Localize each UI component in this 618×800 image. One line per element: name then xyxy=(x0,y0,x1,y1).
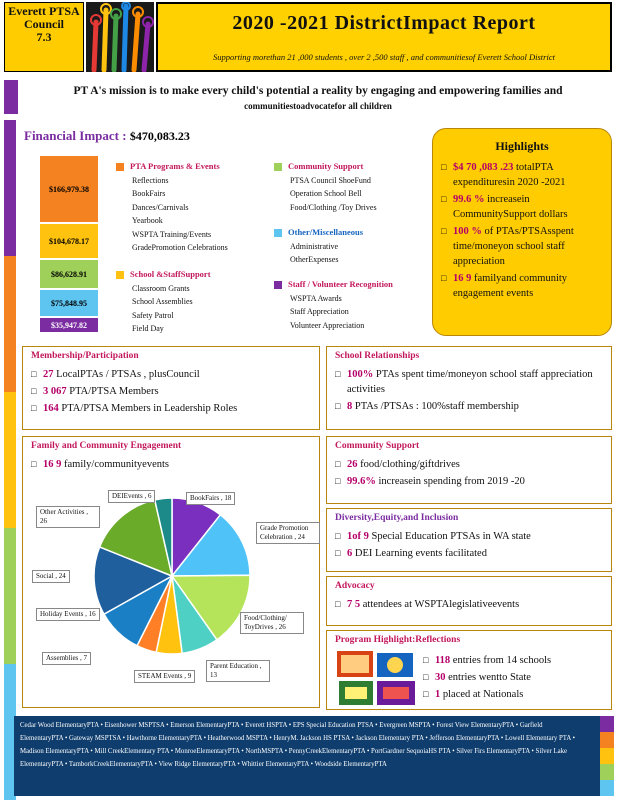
financial-impact-title: Financial Impact : $470,083.23 xyxy=(24,128,190,143)
membership-item: □ 27 LocalPTAs / PTSAs , plusCouncil xyxy=(31,367,311,382)
legend-title: PTA Programs & Events xyxy=(130,161,220,171)
square-icon xyxy=(274,229,282,237)
membership-item: □ 3 067 PTA/PTSA Members xyxy=(31,384,311,399)
legend-item: Staff Appreciation xyxy=(290,307,349,316)
pie-label: Grade Promotion Celebration , 24 xyxy=(256,522,320,544)
legend-school-staff xyxy=(116,268,276,336)
legend-item: Operation School Bell xyxy=(290,189,362,198)
reflections-artwork-image xyxy=(337,651,417,707)
report-header xyxy=(156,2,612,72)
square-icon xyxy=(116,163,124,171)
council-line1: Everett PTSA xyxy=(8,4,80,18)
family-title: Family and Community Engagement xyxy=(31,441,182,451)
report-subtitle: Supporting morethan 21 ,000 students , over 2 ,500 staff , and communitiesof Everett School District xyxy=(213,52,555,62)
council-line3: 7.3 xyxy=(36,30,52,44)
legend-title: Other/Miscellaneous xyxy=(288,227,364,237)
council-badge xyxy=(4,2,84,72)
legend-title: Community Support xyxy=(288,161,364,171)
legend-item: PTSA Council ShoeFund xyxy=(290,175,371,185)
financial-amount: $470,083.23 xyxy=(129,129,190,143)
financial-bar: $104,678.17 xyxy=(40,224,98,258)
pie-label: Parent Education , 13 xyxy=(206,660,270,682)
financial-bar: $35,947.82 xyxy=(40,318,98,332)
square-icon xyxy=(274,281,282,289)
membership-item: □ 164 PTA/PTSA Members in Leadership Roles xyxy=(31,401,311,416)
advocacy-item: □ 7 5 attendees at WSPTAlegislativeevents xyxy=(335,597,603,612)
diversity-item: □ 6 DEI Learning events facilitated xyxy=(335,546,603,561)
diversity-title: Diversity,Equity,and Inclusion xyxy=(335,513,459,523)
legend-title: School &StaffSupport xyxy=(130,269,211,279)
legend-item: WSPTA Training/Events xyxy=(132,229,212,239)
legend-item: School Assemblies xyxy=(132,297,193,306)
square-icon xyxy=(116,271,124,279)
legend-item: Yearbook xyxy=(132,216,163,225)
advocacy-panel xyxy=(326,576,612,626)
highlight-item: □ 16 9 familyand community engagement events xyxy=(441,271,603,301)
school-relationships-panel xyxy=(326,346,612,430)
legend-item: OtherExpenses xyxy=(290,255,339,264)
color-strip xyxy=(4,120,16,800)
legend-item: Dances/Carnivals xyxy=(132,202,189,212)
program-item: □ 30 entries wentto State xyxy=(423,670,609,685)
legend-item: GradePromotion Celebrations xyxy=(132,243,228,252)
pie-label: BookFairs , 18 xyxy=(186,492,235,505)
report-title: 2020 -2021 DistrictImpact Report xyxy=(232,12,536,34)
pie-label: DEIEvents , 6 xyxy=(108,490,155,503)
family-item: □ 16 9 family/communityevents xyxy=(31,457,311,472)
financial-bar: $166,979.38 xyxy=(40,156,98,222)
school-title: School Relationships xyxy=(335,351,420,361)
mission-bar xyxy=(4,80,614,114)
community-item: □ 26 food/clothing/giftdrives xyxy=(335,457,603,472)
community-title: Community Support xyxy=(335,441,420,451)
legend-item: Administrative xyxy=(290,241,338,251)
legend-item: Classroom Grants xyxy=(132,283,190,293)
mission-line1: PT A's mission is to make every child's potential a reality by engaging and empowering families and xyxy=(73,85,563,97)
pie-label: Other Activities , 26 xyxy=(36,506,100,528)
highlight-item: □ 99.6 % increasein CommunitySupport dollars xyxy=(441,192,603,222)
membership-panel xyxy=(22,346,320,430)
legend-community xyxy=(274,160,430,214)
financial-bar: $86,628.91 xyxy=(40,260,98,288)
pie-label: Assemblies , 7 xyxy=(42,652,91,665)
legend-item: BookFairs xyxy=(132,189,166,198)
legend-pta-programs xyxy=(116,160,276,255)
highlights-panel xyxy=(432,128,612,336)
highlights-title: Highlights xyxy=(495,139,549,153)
program-title: Program Highlight:Reflections xyxy=(335,635,461,645)
highlight-item: □ $4 70 ,083 .23 totalPTA expendituresin 2020 -2021 xyxy=(441,160,603,190)
legend-title: Staff / Volunteer Recognition xyxy=(288,279,393,289)
pie-label: Holiday Events , 16 xyxy=(36,608,100,621)
pie-label: Food/Clothing/ ToyDrives , 26 xyxy=(240,612,304,634)
mission-line2: communitiestoadvocatefor all children xyxy=(244,101,392,111)
legend-item: WSPTA Awards xyxy=(290,293,342,303)
raised-hands-image xyxy=(86,2,154,72)
footer-color-strip xyxy=(600,716,614,796)
legend-item: Safety Patrol xyxy=(132,310,174,320)
school-item: □ 8 PTAs /PTSAs : 100%staff membership xyxy=(335,399,603,414)
square-icon xyxy=(274,163,282,171)
community-item: □ 99.6% increasein spending from 2019 -20 xyxy=(335,474,603,489)
legend-item: Field Day xyxy=(132,324,164,333)
membership-title: Membership/Participation xyxy=(31,351,139,361)
program-item: □ 118 entries from 14 schools xyxy=(423,653,609,668)
diversity-item: □ 1of 9 Special Education PTSAs in WA state xyxy=(335,529,603,544)
pie-label: Social , 24 xyxy=(32,570,70,583)
financial-label: Financial Impact xyxy=(24,128,119,143)
footer-school-list xyxy=(14,716,612,796)
highlight-item: □ 100 % of PTAs/PTSAsspent time/moneyon school staff appreciation xyxy=(441,224,603,269)
council-line2: Council xyxy=(23,17,64,31)
legend-recognition xyxy=(274,278,430,332)
pie-label: STEAM Events , 9 xyxy=(134,670,195,683)
legend-other xyxy=(274,226,430,267)
legend-item: Reflections xyxy=(132,175,169,185)
program-item: □ 1 placed at Nationals xyxy=(423,687,609,702)
advocacy-title: Advocacy xyxy=(335,581,375,591)
mission-statement xyxy=(28,84,608,114)
community-support-panel xyxy=(326,436,612,504)
financial-bar: $75,848.95 xyxy=(40,290,98,316)
footer-text: Cedar Wood ElementaryPTA • Eisenhower MSPTSA • Emerson ElementaryPTA • Everett HSPTA • EPS Special Education PTSA • Evergreen MSPTA • Forest View ElementaryPTA • Garfield ElementaryPTA • Gateway MSPTSA • Hawthorne ElementaryPTA • Heatherwood MSPTA • HenryM. Jackson HS PTSA • Jackson Elementary PTA • Jefferson ElementaryPTA • Lowell Elementary PTA • Madison ElementaryPTA • Mill CreekElementary PTA • MonroeElementaryPTA • NorthMSPTA • PennyCreekElementaryPTA • PortGardner SequoiaHS PTA • Silver Firs ElementaryPTA • Silver Lake ElementaryPTA • TamborkCreekElementaryPTA • View Ridge ElementaryPTA • Whittier ElementaryPTA • Woodside ElementaryPTA xyxy=(20,722,575,768)
diversity-panel xyxy=(326,508,612,572)
program-highlight-panel xyxy=(326,630,612,710)
legend-item: Food/Clothing /Toy Drives xyxy=(290,202,377,212)
legend-item: Volunteer Appreciation xyxy=(290,320,365,330)
school-item: □ 100% PTAs spent time/moneyon school staff appreciation activities xyxy=(335,367,603,397)
